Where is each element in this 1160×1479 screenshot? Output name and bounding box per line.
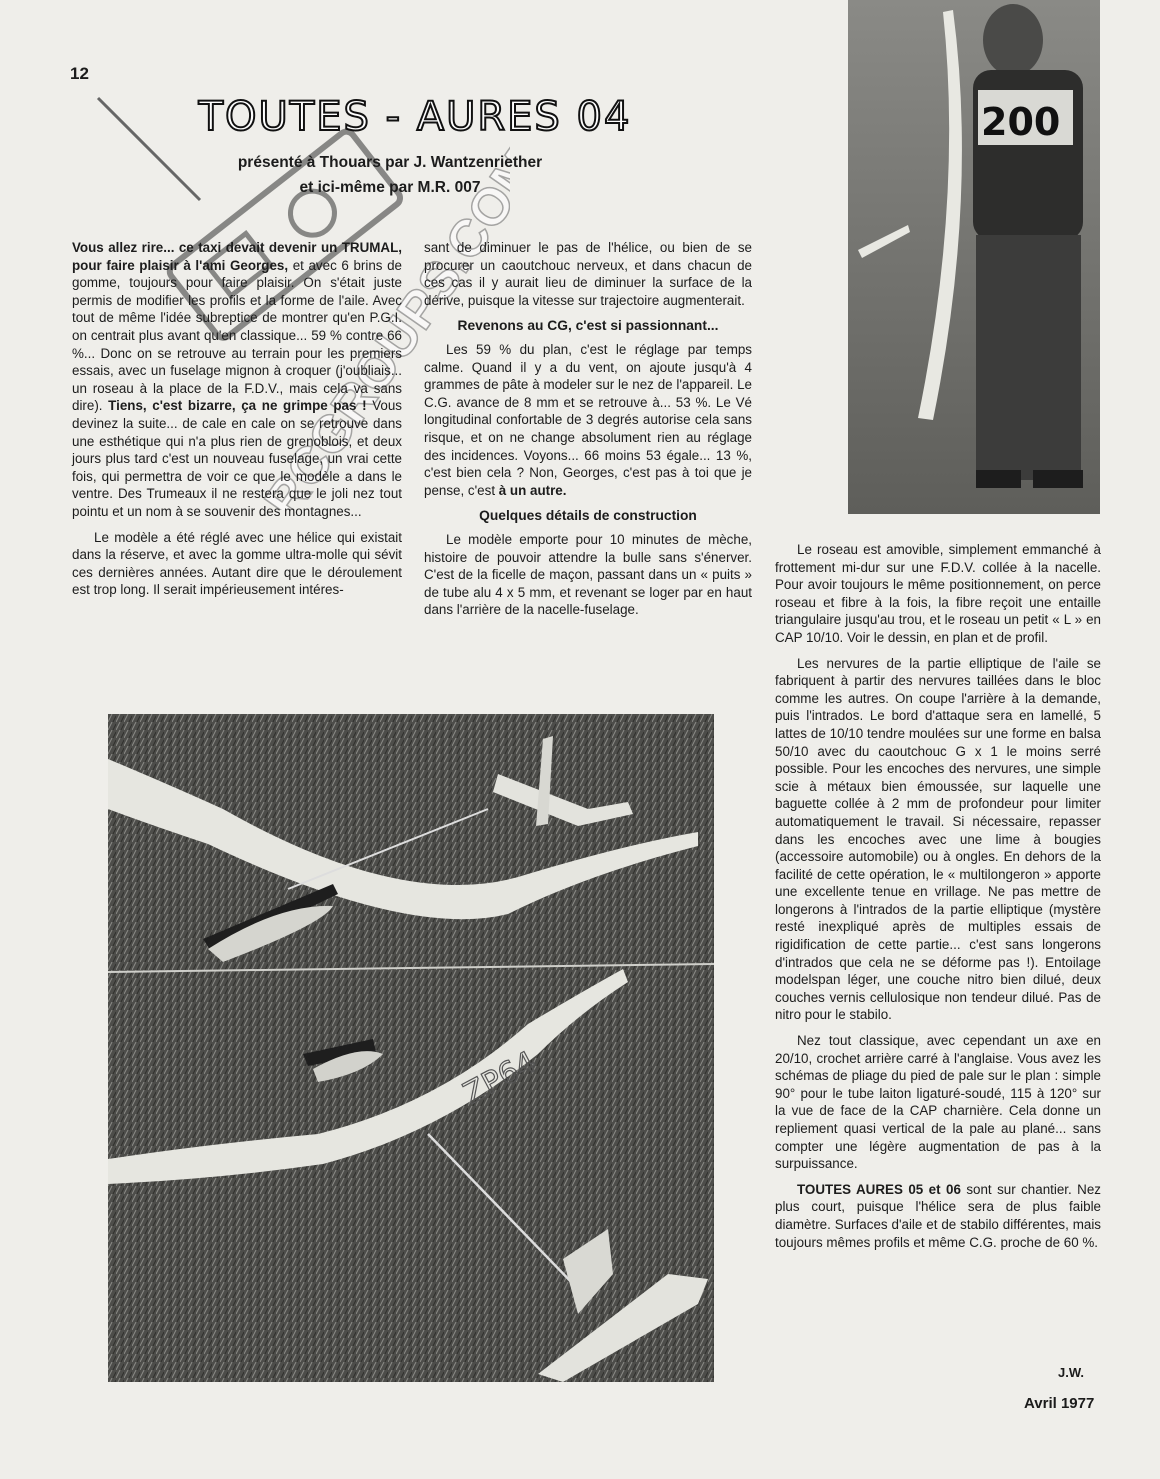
heading-details-construction: Quelques détails de construction	[479, 508, 697, 524]
article-subtitle	[150, 150, 630, 200]
col1-p1-bold: Vous allez rire... ce taxi devait devenir un TRUMAL, pour faire plaisir à l'ami Georges,	[72, 240, 402, 273]
subtitle-line-2: et ici-même par M.R. 007	[299, 179, 481, 196]
col2-p2-bold: à un autre.	[498, 482, 567, 498]
col2-p2-text: Les 59 % du plan, c'est le réglage par temps calme. Quand il y a du vent, on ajoute jusqu'à 4 grammes de pâte à modeler sur le nez de l'appareil. Le C.G. avance de 8 mm et se retrouve à... 53 %. Le Vé longitudinal confortable de 3 degrés autorise cela sans risque, et on ne change absolument rien au réglage des incidences. Voyons... 66 moins 53 égale... 13 %, c'est bien cela ? Non, Georges, c'est pas à toi que je pense, c'est	[424, 341, 752, 498]
bib-number: 200	[981, 100, 1061, 144]
col3-paragraph-1: Le roseau est amovible, simplement emmanché à frottement mi-dur sur une F.D.V. collée à la nacelle. Pour avoir toujours le même positionnement, on perce roseau et fibre à la fois, la fibre reçoit une entaille triangulaire jusqu'au trou, et le roseau un petit « L » en CAP 10/10. Voir le dessin, en plan et de profil.	[775, 542, 1101, 645]
photo-gliders-on-grass	[108, 714, 714, 1382]
column-1	[72, 239, 402, 607]
col1-p1-end: Vous devinez la suite... de cale en cale on se retrouve dans une esthétique qui n'a plus rien de grenoblois, et deux jours plus tard c'est un nouveau fuselage, un vrai cette fois, qui permettra de voir ce que le modèle a dans le ventre. Des Trumeaux il ne restera que le joli nez tout pointu et un nom à se souvenir des montagnes...	[72, 398, 402, 519]
col2-paragraph-1: sant de diminuer le pas de l'hélice, ou bien de se procurer un caoutchouc nerveux, et dans chacun de ces cas il y aurait lieu de diminuer la surface de la dérive, puisque la vitesse sur trajectoire augmenterait.	[424, 240, 752, 308]
article-title: TOUTES - AURES 04	[198, 94, 632, 140]
col1-p1-rest: et avec 6 brins de gomme, toujours pour faire plaisir. On s'était juste permis de modifier les profils et la forme de l'aile. Avec tout de même l'idée subreptice de montrer qu'en P.G.I. on centrait plus avant qu'en classique... 59 % contre 66 %... Donc on se retrouve au terrain pour les premiers essais, avec un fuselage mignon à croquer (j'oubliais... un roseau à la place de la F.D.V., mais cela va sans dire).	[72, 257, 403, 414]
column-2	[424, 239, 752, 627]
col2-paragraph-3: Le modèle emporte pour 10 minutes de mèche, histoire de pouvoir attendre la bulle sans s'énerver. C'est de la ficelle de maçon, passant dans un « puits » de tube alu 4 x 5 mm, et revenant se loger par en haut dans l'arrière de la nacelle-fuselage.	[424, 531, 752, 618]
page-number: 12	[70, 64, 89, 83]
column-3	[775, 541, 1101, 1259]
glider-registration: ZP64	[457, 1044, 543, 1112]
col2-paragraph-2	[424, 341, 752, 499]
col3-p4-rest: sont sur chantier. Nez plus court, puisque l'hélice sera de plus faible diamètre. Surfaces d'aile et de stabilo différentes, mais toujours mêmes profils et même C.G. proche de 60 %.	[775, 1181, 1101, 1250]
watermark-text: RCGROUPS.COM	[253, 138, 510, 510]
col1-p1-bold2: Tiens, c'est bizarre, ça ne grimpe pas !	[108, 398, 367, 414]
col3-paragraph-2: Les nervures de la partie elliptique de l'aile se fabriquent à partir des nervures taillées dans le bloc comme les autres. On coupe l'arrière à la demande, puis l'intrados. Le bord d'attaque sera en lamellé, 5 lattes de 10/10 tendre moulées sur une forme en balsa 50/10 avec du caoutchouc G x 1 le moins serré possible. Pour les encoches des nervures, une simple scie à métaux bien émoussée, sur laquelle une baguette collée à 2 mm de profondeur pour limiter automatiquement le travail. Si nécessaire, repasser dans les encoches avec une lime à bougies (accessoire automobile) ou à ongles. En dehors de la facilité de cette opération, le « multilongeron » apporte une excellente tenue en vrillage. Ne pas mettre de longerons à l'intrados de la partie elliptique (mystère resté inexpliqué après de multiples essais de rigidification de cette partie... c'est sans longerons d'intrados que cela ne se déforme pas !). Entoilage modelspan léger, une couche nitro bien dilué, deux couches vernis cellulosique non tendeur dilué. Pas de nitro pour le stabilo.	[775, 655, 1101, 1023]
col3-paragraph-3: Nez tout classique, avec cependant un axe en 20/10, crochet arrière carré à l'anglaise. Vous avez les schémas de pliage du pied de pale sur le plan : simple 90° pour le tube laiton ligaturé-soudé, 115 à 120° sur la vue de face de la CAP charnière. Cela donne un repliement quasi vertical de la pale au plané... sans compter une légère augmentation de pas à la surpuissance.	[775, 1033, 1101, 1172]
author-signature: J.W.	[1058, 1365, 1085, 1380]
col1-paragraph-1	[72, 239, 402, 521]
subtitle-line-1: présenté à Thouars par J. Wantzenriether	[237, 154, 543, 171]
col3-p4-bold: TOUTES AURES 05 et 06	[797, 1181, 961, 1197]
col3-paragraph-4	[775, 1181, 1101, 1251]
photo-man-with-glider	[848, 0, 1100, 514]
heading-revenons-au-cg: Revenons au CG, c'est si passionnant...	[457, 318, 719, 334]
issue-date: Avril 1977	[1024, 1395, 1095, 1412]
col1-paragraph-2: Le modèle a été réglé avec une hélice qui existait dans la réserve, et avec la gomme ultra-molle qui sévit ces dernières années. Autant dire que le déroulement est trop long. Il serait impérieusement intéres-	[72, 529, 402, 598]
